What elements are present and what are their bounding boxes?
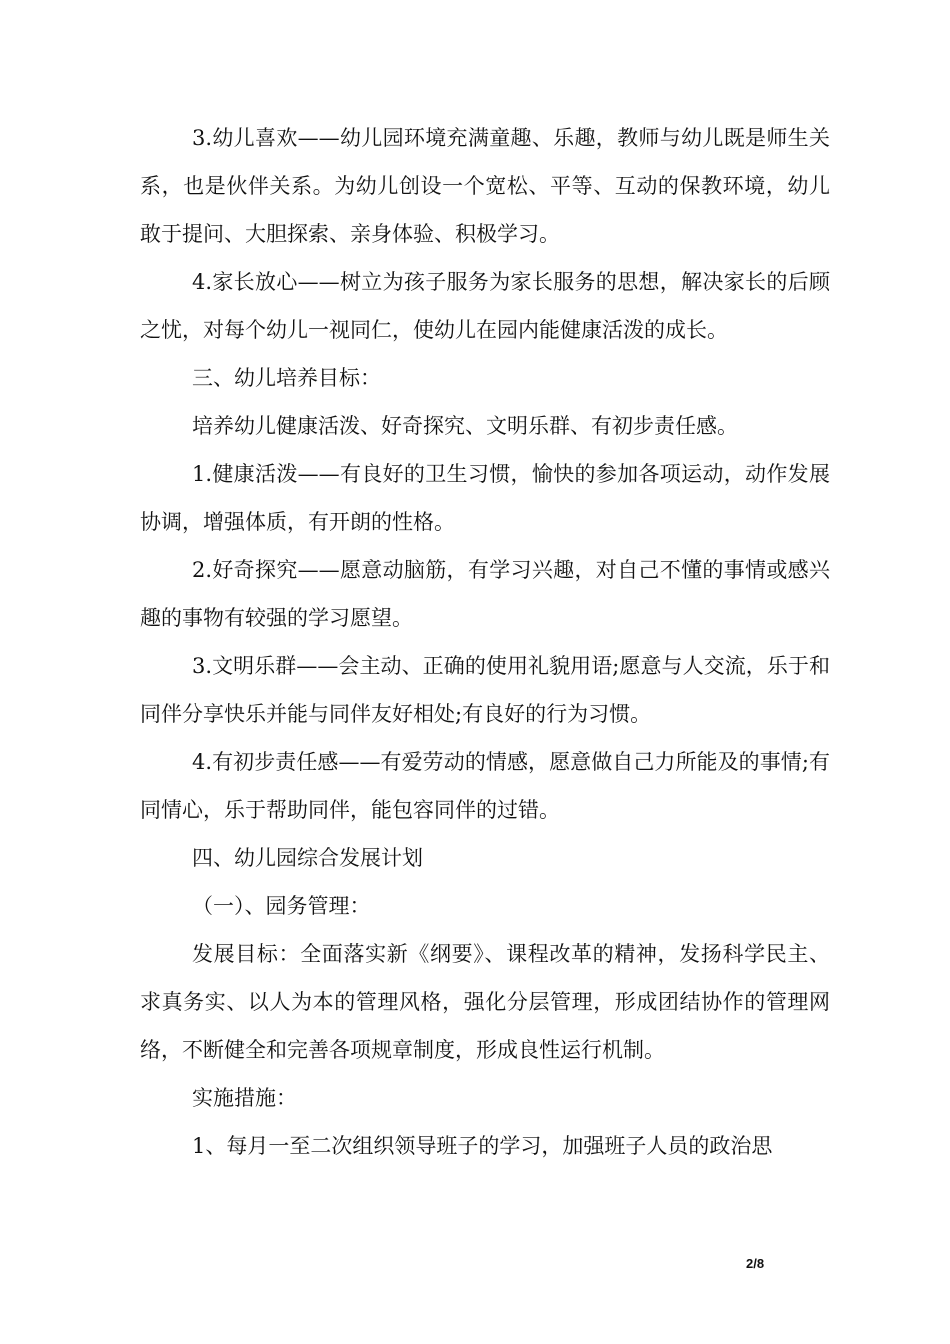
- section-heading-development-plan: 四、幼儿园综合发展计划: [192, 846, 423, 870]
- page-number: 2/8: [746, 1256, 765, 1271]
- paragraph-development-goal: 发展目标：全面落实新《纲要》、课程改革的精神，发扬科学民主、求真务实、以人为本的管理风格，强化分层管理，形成团结协作的管理网络，不断健全和完善各项规章制度，形成良性运行机制。: [140, 942, 830, 1062]
- paragraph-training-summary: 培养幼儿健康活泼、好奇探究、文明乐群、有初步责任感。: [192, 414, 738, 438]
- subsection-heading-management: （一）、园务管理：: [192, 894, 371, 918]
- paragraph-goal-4-parents-assured: 4.家长放心——树立为孩子服务为家长服务的思想，解决家长的后顾之忧，对每个幼儿一视同仁，使幼儿在园内能健康活泼的成长。: [140, 270, 830, 342]
- paragraph-curious-exploring: 2.好奇探究——愿意动脑筋，有学习兴趣，对自己不懂的事情或感兴趣的事物有较强的学习愿望。: [140, 558, 830, 630]
- paragraph-civil-sociable: 3.文明乐群——会主动、正确的使用礼貌用语;愿意与人交流，乐于和同伴分享快乐并能与同伴友好相处;有良好的行为习惯。: [140, 654, 830, 726]
- body-text: [140, 114, 830, 1170]
- paragraph-healthy-lively: 1.健康活泼——有良好的卫生习惯，愉快的参加各项运动，动作发展协调，增强体质，有开朗的性格。: [140, 462, 830, 534]
- paragraph-responsibility: 4.有初步责任感——有爱劳动的情感，愿意做自己力所能及的事情;有同情心，乐于帮助同伴，能包容同伴的过错。: [140, 750, 830, 822]
- paragraph-measure-1: 1、每月一至二次组织领导班子的学习，加强班子人员的政治思: [192, 1134, 773, 1158]
- section-heading-training-goals: 三、幼儿培养目标：: [192, 366, 381, 390]
- paragraph-goal-3-children-like: 3.幼儿喜欢——幼儿园环境充满童趣、乐趣，教师与幼儿既是师生关系，也是伙伴关系。为幼儿创设一个宽松、平等、互动的保教环境，幼儿敢于提问、大胆探索、亲身体验、积极学习。: [140, 126, 830, 246]
- paragraph-measures-heading: 实施措施：: [192, 1086, 297, 1110]
